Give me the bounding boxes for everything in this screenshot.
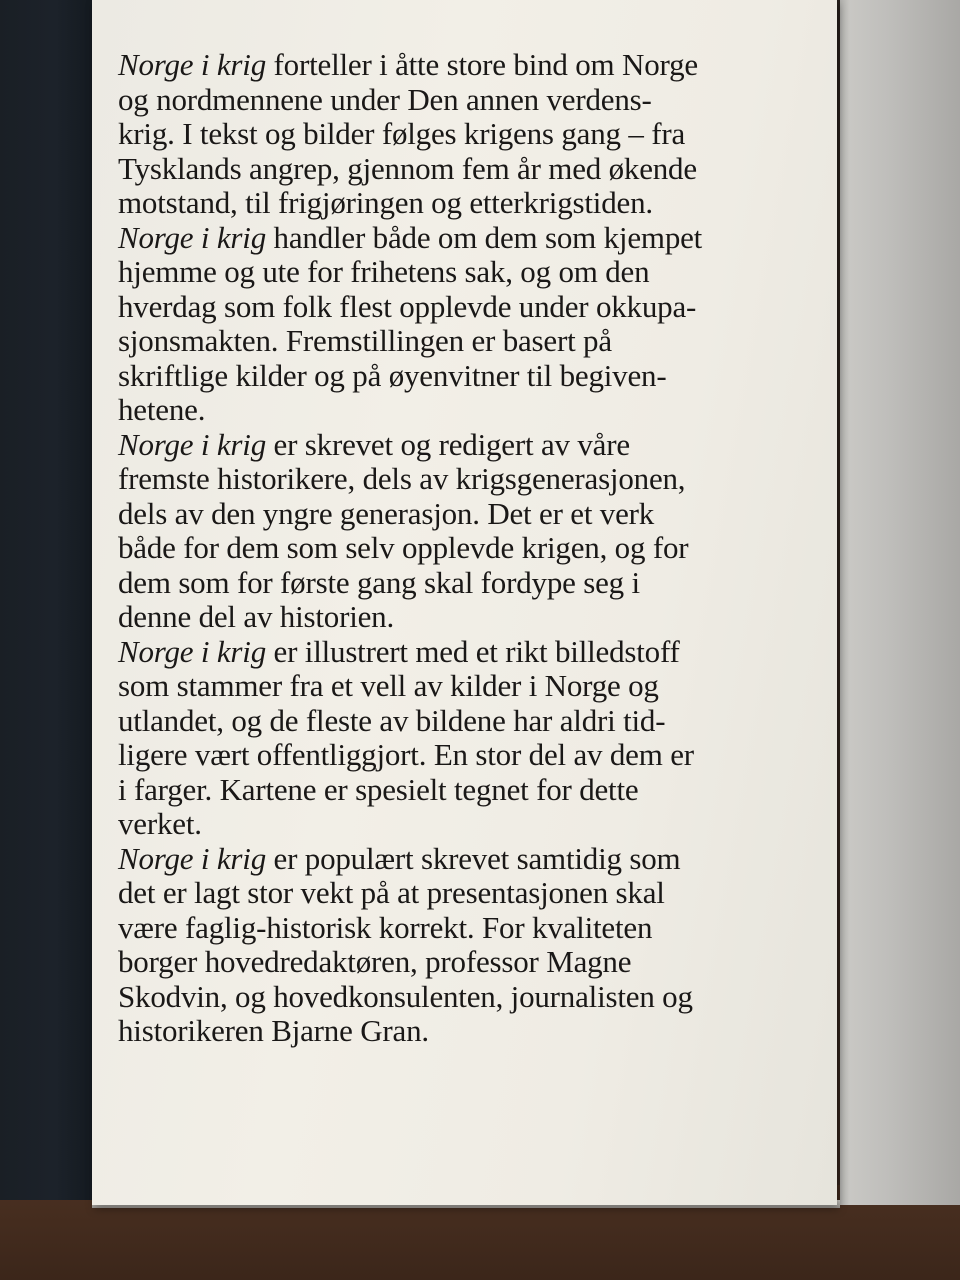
blurb-paragraph — [118, 428, 818, 635]
line: og nordmennene under Den annen verdens- — [118, 81, 652, 117]
line: verket. — [118, 806, 202, 841]
line: skriftlige kilder og på øyenvitner til begiven- — [118, 357, 667, 393]
book-title-italic: Norge i krig — [118, 633, 266, 669]
line: hjemme og ute for frihetens sak, og om den — [118, 254, 650, 289]
line: Skodvin, og hovedkonsulenten, journalisten og — [118, 978, 693, 1014]
line: borger hovedredaktøren, professor Magne — [118, 944, 632, 979]
line: sjonsmakten. Fremstillingen er basert på — [118, 323, 612, 358]
line: både for dem som selv opplevde krigen, og for — [118, 530, 689, 565]
line: denne del av historien. — [118, 599, 395, 634]
book-title-italic: Norge i krig — [118, 840, 266, 876]
book-spine — [0, 0, 92, 1200]
book-back-cover — [840, 0, 960, 1205]
blurb-paragraph — [118, 635, 818, 842]
line: Tysklands angrep, gjennom fem år med økende — [118, 150, 697, 186]
blurb-paragraph — [118, 842, 818, 1049]
book-title-italic: Norge i krig — [118, 219, 266, 255]
line: historikeren Bjarne Gran. — [118, 1013, 429, 1048]
line: krig. I tekst og bilder følges krigens gang – fra — [118, 116, 685, 151]
line: utlandet, og de fleste av bildene har aldri tid- — [118, 702, 666, 738]
line: være faglig-historisk korrekt. For kvaliteten — [118, 909, 653, 945]
line: dem som for første gang skal fordype seg i — [118, 564, 640, 600]
line: Norge i krig er illustrert med et rikt billedstoff — [118, 633, 680, 669]
line: Norge i krig forteller i åtte store bind om Norge — [118, 47, 698, 82]
line: fremste historikere, dels av krigsgenerasjonen, — [118, 461, 686, 496]
line: i farger. Kartene er spesielt tegnet for dette — [118, 771, 639, 807]
line: Norge i krig er skrevet og redigert av våre — [118, 426, 630, 462]
line: Norge i krig handler både om dem som kjempet — [118, 219, 703, 255]
blurb-paragraph — [118, 221, 818, 428]
line: det er lagt stor vekt på at presentasjonen skal — [118, 875, 665, 910]
line: som stammer fra et vell av kilder i Norge og — [118, 668, 659, 703]
line: motstand, til frigjøringen og etterkrigstiden. — [118, 185, 653, 220]
book-title-italic: Norge i krig — [118, 426, 266, 462]
line: ligere vært offentliggjort. En stor del av dem er — [118, 737, 694, 772]
line: hverdag som folk flest opplevde under okkupa- — [118, 288, 697, 324]
blurb-paragraph — [118, 48, 818, 221]
line: hetene. — [118, 392, 206, 427]
book-title-italic: Norge i krig — [118, 47, 266, 82]
line: Norge i krig er populært skrevet samtidig som — [118, 840, 681, 876]
book-blurb — [118, 48, 818, 1049]
line: dels av den yngre generasjon. Det er et verk — [118, 495, 655, 531]
